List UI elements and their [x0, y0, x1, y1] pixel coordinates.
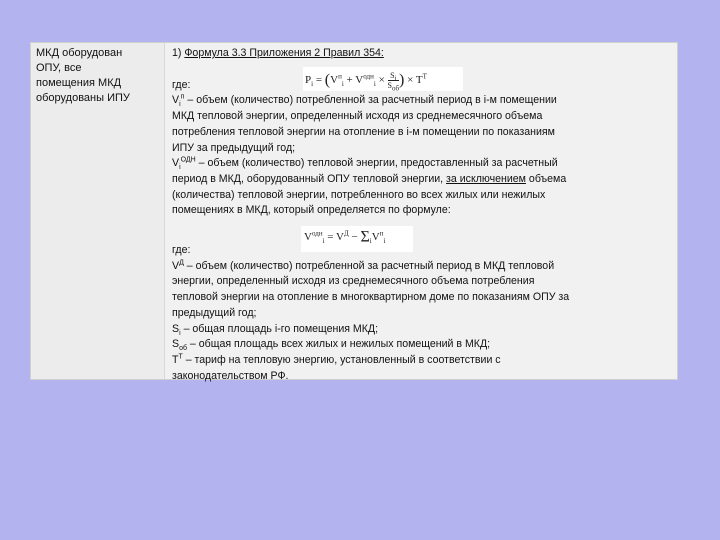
vi-definition-line: МКД тепловой энергии, определенный исходя из среднемесячного объема [172, 110, 543, 123]
exclusion-phrase: за исключением [446, 172, 526, 185]
vd-definition-line: предыдущий год; [172, 306, 257, 319]
condition-line: помещения МКД [36, 77, 122, 89]
where-label: где: [172, 244, 191, 257]
condition-line: ОПУ, все [36, 62, 82, 74]
heating-payment-formula: $P_i = (V^п_i + V^{одн}_i$ × $\frac{S_i}{S_{об}}$ ) × $T^T$ [303, 67, 463, 91]
vd-definition-line: энергии, определенный исходя из среднемесячного объема потребления [172, 275, 535, 288]
formula-description-cell [165, 43, 677, 382]
tariff-definition: $Т^Т$ – тариф на тепловую энергию, установленный в соответствии с [172, 353, 501, 366]
vd-definition: $V^Д$ – объем (количество) потребленной за расчетный период в МКД тепловой [172, 259, 555, 272]
vodn-definition-line: период в МКД, оборудованный ОПУ тепловой энергии, за исключением объема [172, 172, 567, 185]
sob-definition: $S_{об}$ – общая площадь всех жилых и нежилых помещений в МКД; [172, 338, 491, 353]
vodn-definition-line: (количества) тепловой энергии, потребленного во всех жилых или нежилых [172, 188, 546, 201]
si-definition: $S_i$ – общая площадь i-го помещения МКД; [172, 322, 379, 337]
vi-definition-line: ИПУ за предыдущий год; [172, 141, 296, 154]
item-number: 1) [172, 47, 182, 59]
sum-symbol: Σ [360, 228, 370, 246]
formula-heading [172, 46, 671, 62]
content-table [30, 42, 678, 380]
tariff-definition-line: законодательством РФ. [172, 369, 289, 382]
area-fraction: $\frac{S_i}{S_{об}}$ [387, 71, 400, 93]
formula-reference-link[interactable]: Формула 3.3 Приложения 2 Правил 354: [184, 47, 384, 59]
where-label: где: [172, 78, 191, 91]
vi-definition: $V_i^п$ – объем (количество) потребленной за расчетный период в i-м помещении [172, 93, 557, 109]
vi-definition-line: потребления тепловой энергии на отопление в i-м помещении по показаниям [172, 125, 555, 138]
condition-line: оборудованы ИПУ [36, 92, 130, 104]
odn-volume-formula: $V^{одн}_i = V^Д - \Sigma_iV^п_i$ [301, 226, 413, 252]
condition-line: МКД оборудован [36, 47, 123, 59]
vd-definition-line: тепловой энергии на отопление в многоквартирном доме по показаниям ОПУ за [172, 291, 570, 304]
vodn-definition: $V_i^{ОДН}$ – объем (количество) тепловой энергии, предоставленный за расчетный [172, 156, 558, 172]
vodn-definition-line: помещениях в МКД, который определяется по формуле: [172, 204, 451, 217]
condition-cell [31, 43, 165, 379]
